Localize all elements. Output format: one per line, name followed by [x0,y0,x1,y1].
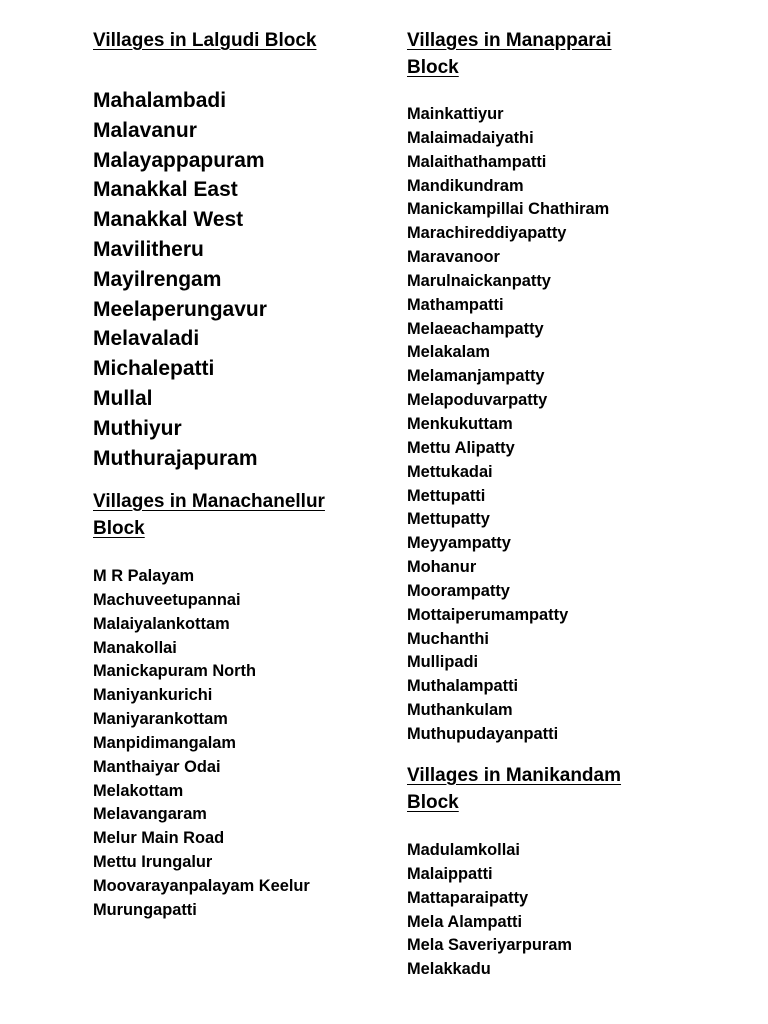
manikandam-village-list [407,839,757,982]
village-item: Mahalambadi [93,89,227,112]
village-item: Manickampillai Chathiram [407,200,610,219]
village-item: Mathampatti [407,295,504,314]
village-item: Marulnaickanpatty [407,271,551,290]
village-item: Melaeachampatty [407,319,544,338]
village-item: Muthiyur [93,416,182,440]
village-item: Malaimadaiyathi [407,128,534,147]
village-item: Melamanjampatty [407,367,545,386]
village-item: Marachireddiyapatty [407,224,567,243]
village-item: Machuveetupannai [93,590,241,609]
village-item: Mavilitheru [93,237,204,261]
village-item: Muthankulam [407,701,513,720]
village-item: Malaiyalankottam [93,614,230,633]
lalgudi-village-list [93,86,383,473]
village-item: Mettupatty [407,510,490,529]
village-item: Malaippatti [407,864,493,883]
village-item: Melur Main Road [93,829,225,848]
manachanellur-village-list [93,565,383,923]
village-item: Maravanoor [407,248,500,267]
manachanellur-heading: Villages in Manachanellur Block [93,491,325,539]
village-item: Moovarayanpalayam Keelur [93,876,310,895]
lalgudi-heading: Villages in Lalgudi Block [93,30,317,51]
village-item: Muthalampatti [407,677,519,696]
village-item: Michalepatti [93,357,215,381]
village-item: Mela Saveriyarpuram [407,936,572,955]
village-item: Melakalam [407,343,490,362]
village-item: Maniyarankottam [93,710,228,729]
manikandam-heading: Villages in Manikandam Block [407,765,622,813]
village-item: Mayilrengam [93,267,222,291]
village-item: Malayappapuram [93,148,265,172]
village-item: Mandikundram [407,176,524,195]
manapparai-heading: Villages in Manapparai Block [407,30,612,78]
village-item: Maniyankurichi [93,686,213,705]
village-item: Melakkadu [407,960,491,979]
village-item: Melavangaram [93,805,207,824]
village-item: Manickapuram North [93,662,257,681]
village-item: Mullipadi [407,653,479,672]
village-item: M R Palayam [93,567,195,585]
village-item: Melapoduvarpatty [407,391,548,410]
village-item: Menkukuttam [407,414,513,433]
village-item: Malavanur [93,118,197,142]
village-item: Manakollai [93,638,177,657]
village-item: Mettupatti [407,486,486,505]
manapparai-village-list [407,103,757,747]
village-item: Moorampatty [407,581,510,600]
village-item: Mainkattiyur [407,105,504,123]
village-item: Mela Alampatti [407,912,523,931]
village-item: Muchanthi [407,629,489,648]
village-item: Madulamkollai [407,841,520,859]
village-item: Mettu Irungalur [93,853,213,872]
village-item: Manakkal West [93,208,244,232]
village-item: Mettukadai [407,462,493,481]
village-item: Melakottam [93,781,184,800]
village-item: Muthupudayanpatti [407,724,559,743]
village-item: Mattaparaipatty [407,888,529,907]
village-item: Meelaperungavur [93,297,267,321]
village-item: Mullal [93,386,153,410]
village-item: Mettu Alipatty [407,438,515,457]
village-item: Manakkal East [93,178,238,202]
village-item: Mohanur [407,558,477,577]
village-item: Meyyampatty [407,534,511,553]
village-item: Manthaiyar Odai [93,757,221,776]
village-item: Murungapatti [93,900,197,919]
village-item: Melavaladi [93,327,200,351]
village-item: Muthurajapuram [93,446,258,470]
village-item: Mottaiperumampatty [407,605,569,624]
village-item: Manpidimangalam [93,733,236,752]
village-item: Malaithathampatti [407,152,547,171]
